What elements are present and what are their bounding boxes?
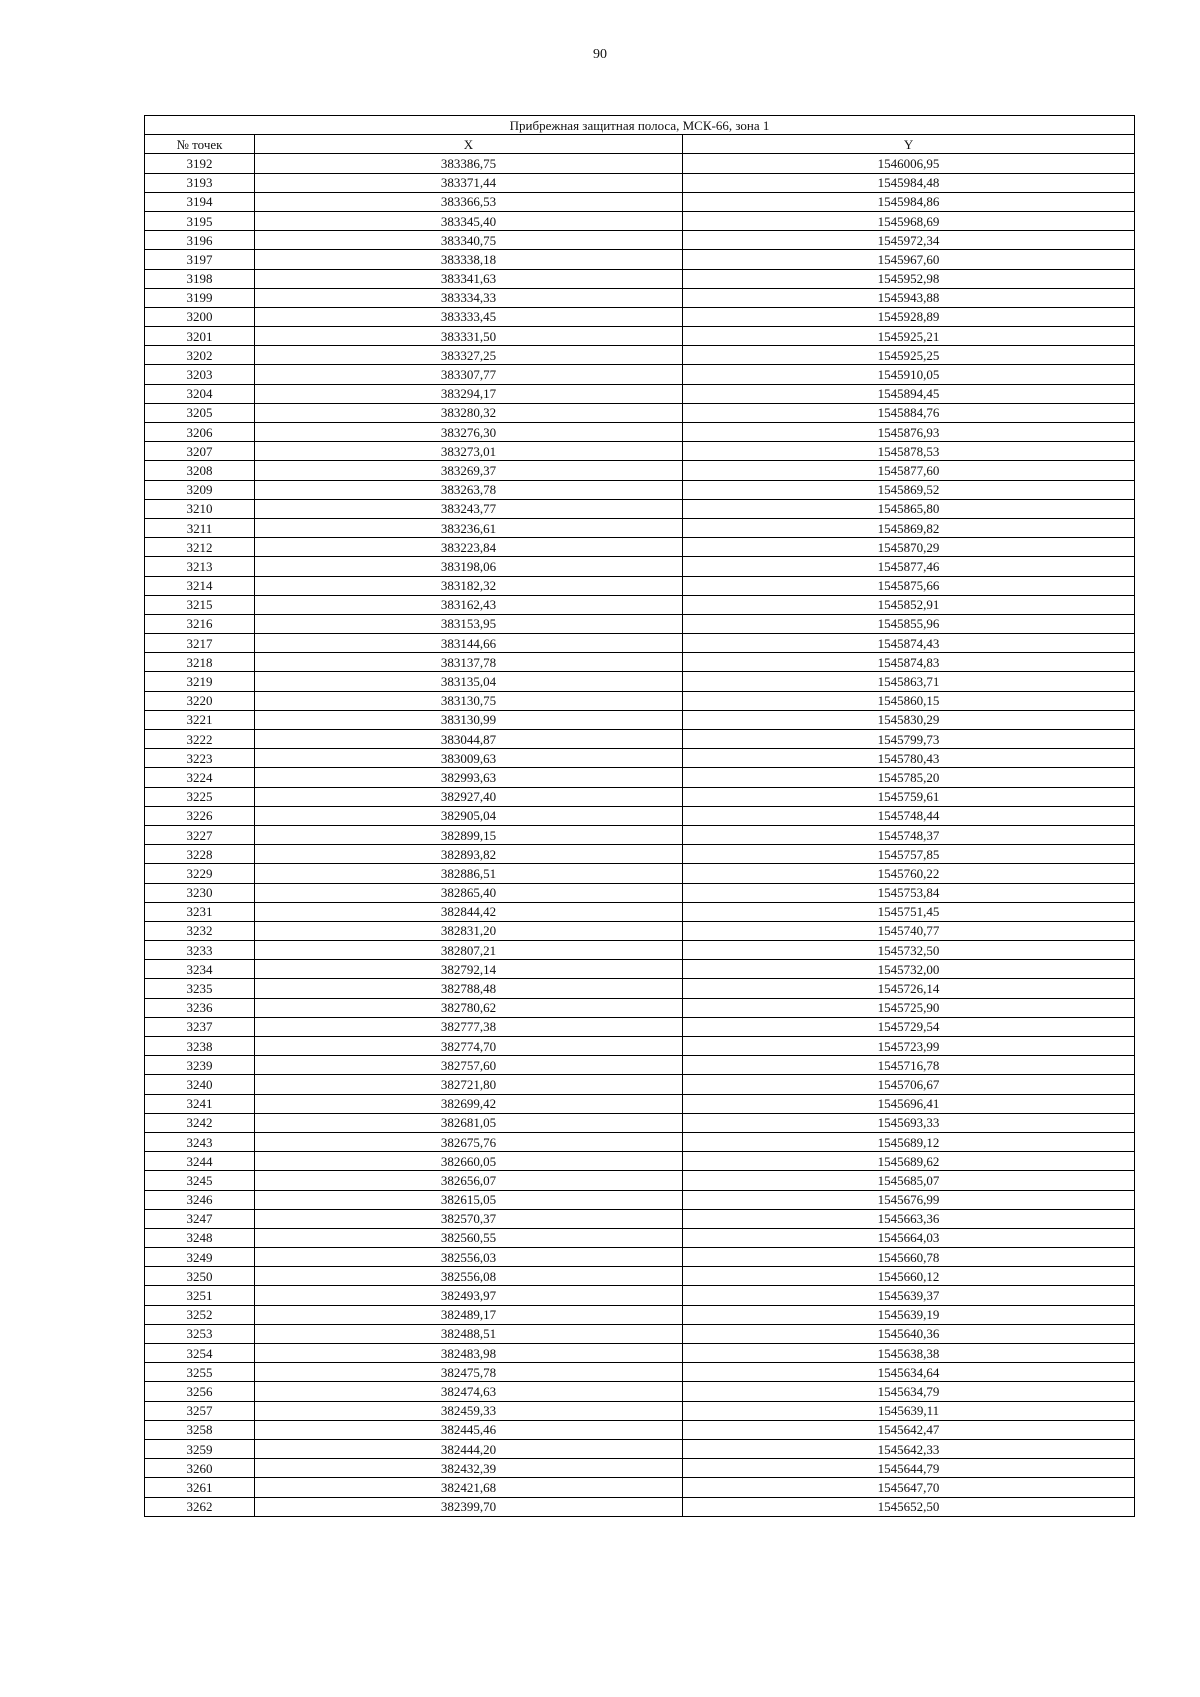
cell-point-number: 3252: [145, 1305, 255, 1324]
table-row: [145, 787, 1135, 806]
cell-x: 383243,77: [255, 499, 683, 518]
cell-y: 1545785,20: [683, 768, 1135, 787]
table-row: [145, 1459, 1135, 1478]
cell-point-number: 3240: [145, 1075, 255, 1094]
cell-x: 383135,04: [255, 672, 683, 691]
table-row: [145, 1094, 1135, 1113]
cell-x: 382483,98: [255, 1344, 683, 1363]
table-header-row: [145, 135, 1135, 154]
cell-point-number: 3219: [145, 672, 255, 691]
cell-y: 1545925,25: [683, 346, 1135, 365]
cell-point-number: 3228: [145, 845, 255, 864]
cell-x: 382399,70: [255, 1497, 683, 1516]
cell-y: 1545928,89: [683, 307, 1135, 326]
cell-x: 382831,20: [255, 921, 683, 940]
cell-x: 382615,05: [255, 1190, 683, 1209]
cell-y: 1545870,29: [683, 538, 1135, 557]
cell-point-number: 3209: [145, 480, 255, 499]
cell-x: 383340,75: [255, 231, 683, 250]
table-row: [145, 1267, 1135, 1286]
cell-point-number: 3223: [145, 749, 255, 768]
cell-y: 1545748,44: [683, 806, 1135, 825]
table-row: [145, 1363, 1135, 1382]
cell-point-number: 3198: [145, 269, 255, 288]
table-row: [145, 730, 1135, 749]
cell-x: 382699,42: [255, 1094, 683, 1113]
cell-y: 1545634,64: [683, 1363, 1135, 1382]
table-row: [145, 1344, 1135, 1363]
cell-y: 1545660,12: [683, 1267, 1135, 1286]
cell-x: 383273,01: [255, 442, 683, 461]
cell-point-number: 3231: [145, 902, 255, 921]
cell-x: 382788,48: [255, 979, 683, 998]
cell-y: 1545723,99: [683, 1037, 1135, 1056]
cell-x: 382660,05: [255, 1152, 683, 1171]
cell-point-number: 3259: [145, 1439, 255, 1458]
cell-y: 1545664,03: [683, 1228, 1135, 1247]
cell-y: 1545972,34: [683, 231, 1135, 250]
cell-x: 382865,40: [255, 883, 683, 902]
cell-y: 1545634,79: [683, 1382, 1135, 1401]
table-row: [145, 691, 1135, 710]
table-row: [145, 1324, 1135, 1343]
cell-y: 1545869,82: [683, 518, 1135, 537]
cell-point-number: 3200: [145, 307, 255, 326]
cell-x: 383009,63: [255, 749, 683, 768]
table-row: [145, 403, 1135, 422]
cell-x: 383338,18: [255, 250, 683, 269]
cell-point-number: 3251: [145, 1286, 255, 1305]
cell-y: 1545967,60: [683, 250, 1135, 269]
table-row: [145, 1305, 1135, 1324]
cell-x: 382927,40: [255, 787, 683, 806]
cell-x: 383280,32: [255, 403, 683, 422]
cell-point-number: 3260: [145, 1459, 255, 1478]
table-row: [145, 1382, 1135, 1401]
cell-x: 382807,21: [255, 941, 683, 960]
cell-x: 383307,77: [255, 365, 683, 384]
cell-point-number: 3194: [145, 192, 255, 211]
table-row: [145, 480, 1135, 499]
cell-y: 1545877,60: [683, 461, 1135, 480]
cell-point-number: 3210: [145, 499, 255, 518]
table-row: [145, 346, 1135, 365]
cell-y: 1545740,77: [683, 921, 1135, 940]
cell-point-number: 3201: [145, 327, 255, 346]
table-title: Прибрежная защитная полоса, МСК-66, зона 1: [145, 116, 1135, 135]
cell-x: 382656,07: [255, 1171, 683, 1190]
cell-x: 383144,66: [255, 634, 683, 653]
cell-point-number: 3222: [145, 730, 255, 749]
cell-y: 1545780,43: [683, 749, 1135, 768]
table-row: [145, 269, 1135, 288]
cell-point-number: 3197: [145, 250, 255, 269]
cell-x: 382893,82: [255, 845, 683, 864]
cell-x: 383334,33: [255, 288, 683, 307]
cell-y: 1545952,98: [683, 269, 1135, 288]
cell-point-number: 3235: [145, 979, 255, 998]
cell-x: 383269,37: [255, 461, 683, 480]
table-row: [145, 423, 1135, 442]
cell-point-number: 3217: [145, 634, 255, 653]
cell-point-number: 3232: [145, 921, 255, 940]
table-row: [145, 1209, 1135, 1228]
cell-y: 1545689,62: [683, 1152, 1135, 1171]
cell-x: 382556,08: [255, 1267, 683, 1286]
cell-point-number: 3236: [145, 998, 255, 1017]
cell-y: 1545676,99: [683, 1190, 1135, 1209]
cell-point-number: 3229: [145, 864, 255, 883]
cell-x: 382570,37: [255, 1209, 683, 1228]
table-row: [145, 921, 1135, 940]
cell-point-number: 3256: [145, 1382, 255, 1401]
cell-point-number: 3195: [145, 211, 255, 230]
table-row: [145, 384, 1135, 403]
cell-x: 382459,33: [255, 1401, 683, 1420]
table-row: [145, 1420, 1135, 1439]
cell-x: 383263,78: [255, 480, 683, 499]
table-row: [145, 538, 1135, 557]
table-row: [145, 864, 1135, 883]
cell-y: 1545639,37: [683, 1286, 1135, 1305]
cell-point-number: 3247: [145, 1209, 255, 1228]
cell-y: 1545732,00: [683, 960, 1135, 979]
cell-x: 382777,38: [255, 1017, 683, 1036]
cell-point-number: 3239: [145, 1056, 255, 1075]
cell-point-number: 3261: [145, 1478, 255, 1497]
cell-y: 1545696,41: [683, 1094, 1135, 1113]
table-row: [145, 1286, 1135, 1305]
cell-y: 1545910,05: [683, 365, 1135, 384]
cell-point-number: 3225: [145, 787, 255, 806]
cell-x: 382681,05: [255, 1113, 683, 1132]
cell-y: 1545753,84: [683, 883, 1135, 902]
table-row: [145, 634, 1135, 653]
cell-x: 383386,75: [255, 154, 683, 173]
cell-point-number: 3250: [145, 1267, 255, 1286]
cell-point-number: 3214: [145, 576, 255, 595]
table-row: [145, 288, 1135, 307]
table-row: [145, 1439, 1135, 1458]
cell-x: 383366,53: [255, 192, 683, 211]
table-row: [145, 941, 1135, 960]
cell-x: 382886,51: [255, 864, 683, 883]
cell-x: 382774,70: [255, 1037, 683, 1056]
cell-y: 1545874,83: [683, 653, 1135, 672]
cell-x: 382444,20: [255, 1439, 683, 1458]
cell-point-number: 3216: [145, 614, 255, 633]
cell-y: 1545878,53: [683, 442, 1135, 461]
cell-y: 1545751,45: [683, 902, 1135, 921]
cell-point-number: 3215: [145, 595, 255, 614]
cell-point-number: 3218: [145, 653, 255, 672]
coordinates-table: [144, 115, 1135, 1517]
cell-point-number: 3253: [145, 1324, 255, 1343]
table-row: [145, 1075, 1135, 1094]
cell-y: 1545640,36: [683, 1324, 1135, 1343]
table-row: [145, 768, 1135, 787]
cell-point-number: 3213: [145, 557, 255, 576]
cell-point-number: 3238: [145, 1037, 255, 1056]
cell-point-number: 3244: [145, 1152, 255, 1171]
header-point-number: № точек: [145, 135, 255, 154]
cell-y: 1545968,69: [683, 211, 1135, 230]
cell-x: 382474,63: [255, 1382, 683, 1401]
cell-point-number: 3207: [145, 442, 255, 461]
cell-x: 383198,06: [255, 557, 683, 576]
cell-x: 383345,40: [255, 211, 683, 230]
table-row: [145, 883, 1135, 902]
table-row: [145, 327, 1135, 346]
cell-x: 382899,15: [255, 825, 683, 844]
cell-x: 382844,42: [255, 902, 683, 921]
cell-point-number: 3203: [145, 365, 255, 384]
cell-y: 1545984,86: [683, 192, 1135, 211]
cell-point-number: 3262: [145, 1497, 255, 1516]
cell-y: 1545644,79: [683, 1459, 1135, 1478]
cell-y: 1545706,67: [683, 1075, 1135, 1094]
cell-x: 383182,32: [255, 576, 683, 595]
cell-point-number: 3255: [145, 1363, 255, 1382]
cell-point-number: 3206: [145, 423, 255, 442]
cell-y: 1545860,15: [683, 691, 1135, 710]
cell-y: 1545863,71: [683, 672, 1135, 691]
cell-point-number: 3227: [145, 825, 255, 844]
cell-y: 1545663,36: [683, 1209, 1135, 1228]
cell-point-number: 3230: [145, 883, 255, 902]
cell-point-number: 3234: [145, 960, 255, 979]
table-row: [145, 979, 1135, 998]
table-row: [145, 1171, 1135, 1190]
cell-y: 1545647,70: [683, 1478, 1135, 1497]
cell-point-number: 3233: [145, 941, 255, 960]
cell-y: 1545639,11: [683, 1401, 1135, 1420]
table-row: [145, 365, 1135, 384]
table-row: [145, 499, 1135, 518]
cell-x: 382757,60: [255, 1056, 683, 1075]
cell-y: 1545869,52: [683, 480, 1135, 499]
cell-point-number: 3204: [145, 384, 255, 403]
cell-y: 1545876,93: [683, 423, 1135, 442]
cell-y: 1545685,07: [683, 1171, 1135, 1190]
header-x: X: [255, 135, 683, 154]
cell-point-number: 3208: [145, 461, 255, 480]
table-row: [145, 173, 1135, 192]
cell-y: 1545925,21: [683, 327, 1135, 346]
cell-x: 383371,44: [255, 173, 683, 192]
table-row: [145, 557, 1135, 576]
cell-y: 1545639,19: [683, 1305, 1135, 1324]
table-row: [145, 710, 1135, 729]
cell-point-number: 3237: [145, 1017, 255, 1036]
table-row: [145, 749, 1135, 768]
cell-y: 1545748,37: [683, 825, 1135, 844]
cell-y: 1545875,66: [683, 576, 1135, 595]
cell-x: 383294,17: [255, 384, 683, 403]
cell-y: 1545865,80: [683, 499, 1135, 518]
table-row: [145, 518, 1135, 537]
table-row: [145, 825, 1135, 844]
cell-x: 383276,30: [255, 423, 683, 442]
cell-point-number: 3241: [145, 1094, 255, 1113]
table-row: [145, 1113, 1135, 1132]
cell-x: 382432,39: [255, 1459, 683, 1478]
cell-point-number: 3249: [145, 1248, 255, 1267]
cell-x: 383333,45: [255, 307, 683, 326]
cell-point-number: 3245: [145, 1171, 255, 1190]
cell-y: 1545660,78: [683, 1248, 1135, 1267]
table-row: [145, 250, 1135, 269]
cell-x: 382905,04: [255, 806, 683, 825]
header-y: Y: [683, 135, 1135, 154]
table-row: [145, 672, 1135, 691]
cell-x: 382489,17: [255, 1305, 683, 1324]
table-row: [145, 442, 1135, 461]
cell-x: 383341,63: [255, 269, 683, 288]
cell-y: 1545830,29: [683, 710, 1135, 729]
cell-x: 382421,68: [255, 1478, 683, 1497]
cell-point-number: 3224: [145, 768, 255, 787]
table-row: [145, 211, 1135, 230]
cell-x: 383044,87: [255, 730, 683, 749]
cell-y: 1545642,47: [683, 1420, 1135, 1439]
cell-point-number: 3205: [145, 403, 255, 422]
page-number: 90: [593, 47, 607, 62]
table-row: [145, 1190, 1135, 1209]
cell-point-number: 3226: [145, 806, 255, 825]
cell-x: 383137,78: [255, 653, 683, 672]
table-row: [145, 1017, 1135, 1036]
cell-point-number: 3220: [145, 691, 255, 710]
cell-x: 382780,62: [255, 998, 683, 1017]
cell-y: 1545693,33: [683, 1113, 1135, 1132]
cell-y: 1546006,95: [683, 154, 1135, 173]
cell-y: 1545877,46: [683, 557, 1135, 576]
cell-point-number: 3196: [145, 231, 255, 250]
table-row: [145, 1401, 1135, 1420]
cell-x: 382721,80: [255, 1075, 683, 1094]
cell-y: 1545874,43: [683, 634, 1135, 653]
cell-x: 382445,46: [255, 1420, 683, 1439]
cell-y: 1545725,90: [683, 998, 1135, 1017]
table-row: [145, 576, 1135, 595]
cell-x: 383130,99: [255, 710, 683, 729]
cell-y: 1545884,76: [683, 403, 1135, 422]
cell-y: 1545652,50: [683, 1497, 1135, 1516]
table-row: [145, 1478, 1135, 1497]
table-row: [145, 154, 1135, 173]
cell-x: 382993,63: [255, 768, 683, 787]
table-row: [145, 595, 1135, 614]
cell-point-number: 3242: [145, 1113, 255, 1132]
cell-point-number: 3211: [145, 518, 255, 537]
table-row: [145, 1132, 1135, 1151]
cell-x: 382556,03: [255, 1248, 683, 1267]
cell-y: 1545638,38: [683, 1344, 1135, 1363]
cell-x: 383130,75: [255, 691, 683, 710]
cell-point-number: 3243: [145, 1132, 255, 1151]
cell-x: 382493,97: [255, 1286, 683, 1305]
table-row: [145, 307, 1135, 326]
cell-point-number: 3202: [145, 346, 255, 365]
cell-y: 1545757,85: [683, 845, 1135, 864]
table-row: [145, 653, 1135, 672]
cell-point-number: 3246: [145, 1190, 255, 1209]
cell-y: 1545984,48: [683, 173, 1135, 192]
cell-x: 382792,14: [255, 960, 683, 979]
cell-y: 1545689,12: [683, 1132, 1135, 1151]
cell-point-number: 3254: [145, 1344, 255, 1363]
table-body: [145, 154, 1135, 1516]
table-title-row: [145, 116, 1135, 135]
cell-x: 382560,55: [255, 1228, 683, 1247]
cell-point-number: 3199: [145, 288, 255, 307]
table-row: [145, 1152, 1135, 1171]
cell-y: 1545729,54: [683, 1017, 1135, 1036]
cell-x: 382488,51: [255, 1324, 683, 1343]
cell-x: 383331,50: [255, 327, 683, 346]
table-row: [145, 902, 1135, 921]
cell-x: 382675,76: [255, 1132, 683, 1151]
cell-y: 1545799,73: [683, 730, 1135, 749]
cell-y: 1545716,78: [683, 1056, 1135, 1075]
table-row: [145, 1228, 1135, 1247]
table-row: [145, 806, 1135, 825]
cell-x: 383236,61: [255, 518, 683, 537]
cell-point-number: 3212: [145, 538, 255, 557]
cell-y: 1545732,50: [683, 941, 1135, 960]
cell-x: 383162,43: [255, 595, 683, 614]
table-row: [145, 192, 1135, 211]
cell-y: 1545642,33: [683, 1439, 1135, 1458]
table-row: [145, 845, 1135, 864]
table-row: [145, 1037, 1135, 1056]
cell-y: 1545852,91: [683, 595, 1135, 614]
cell-point-number: 3257: [145, 1401, 255, 1420]
cell-y: 1545855,96: [683, 614, 1135, 633]
cell-x: 383153,95: [255, 614, 683, 633]
cell-y: 1545726,14: [683, 979, 1135, 998]
cell-y: 1545759,61: [683, 787, 1135, 806]
cell-point-number: 3248: [145, 1228, 255, 1247]
cell-x: 383223,84: [255, 538, 683, 557]
cell-point-number: 3192: [145, 154, 255, 173]
cell-y: 1545943,88: [683, 288, 1135, 307]
cell-x: 383327,25: [255, 346, 683, 365]
table-row: [145, 998, 1135, 1017]
cell-point-number: 3258: [145, 1420, 255, 1439]
cell-y: 1545760,22: [683, 864, 1135, 883]
table-row: [145, 1248, 1135, 1267]
cell-point-number: 3193: [145, 173, 255, 192]
table-row: [145, 614, 1135, 633]
cell-point-number: 3221: [145, 710, 255, 729]
table-row: [145, 461, 1135, 480]
table-row: [145, 960, 1135, 979]
cell-x: 382475,78: [255, 1363, 683, 1382]
table-row: [145, 231, 1135, 250]
cell-y: 1545894,45: [683, 384, 1135, 403]
table-row: [145, 1056, 1135, 1075]
table-row: [145, 1497, 1135, 1516]
